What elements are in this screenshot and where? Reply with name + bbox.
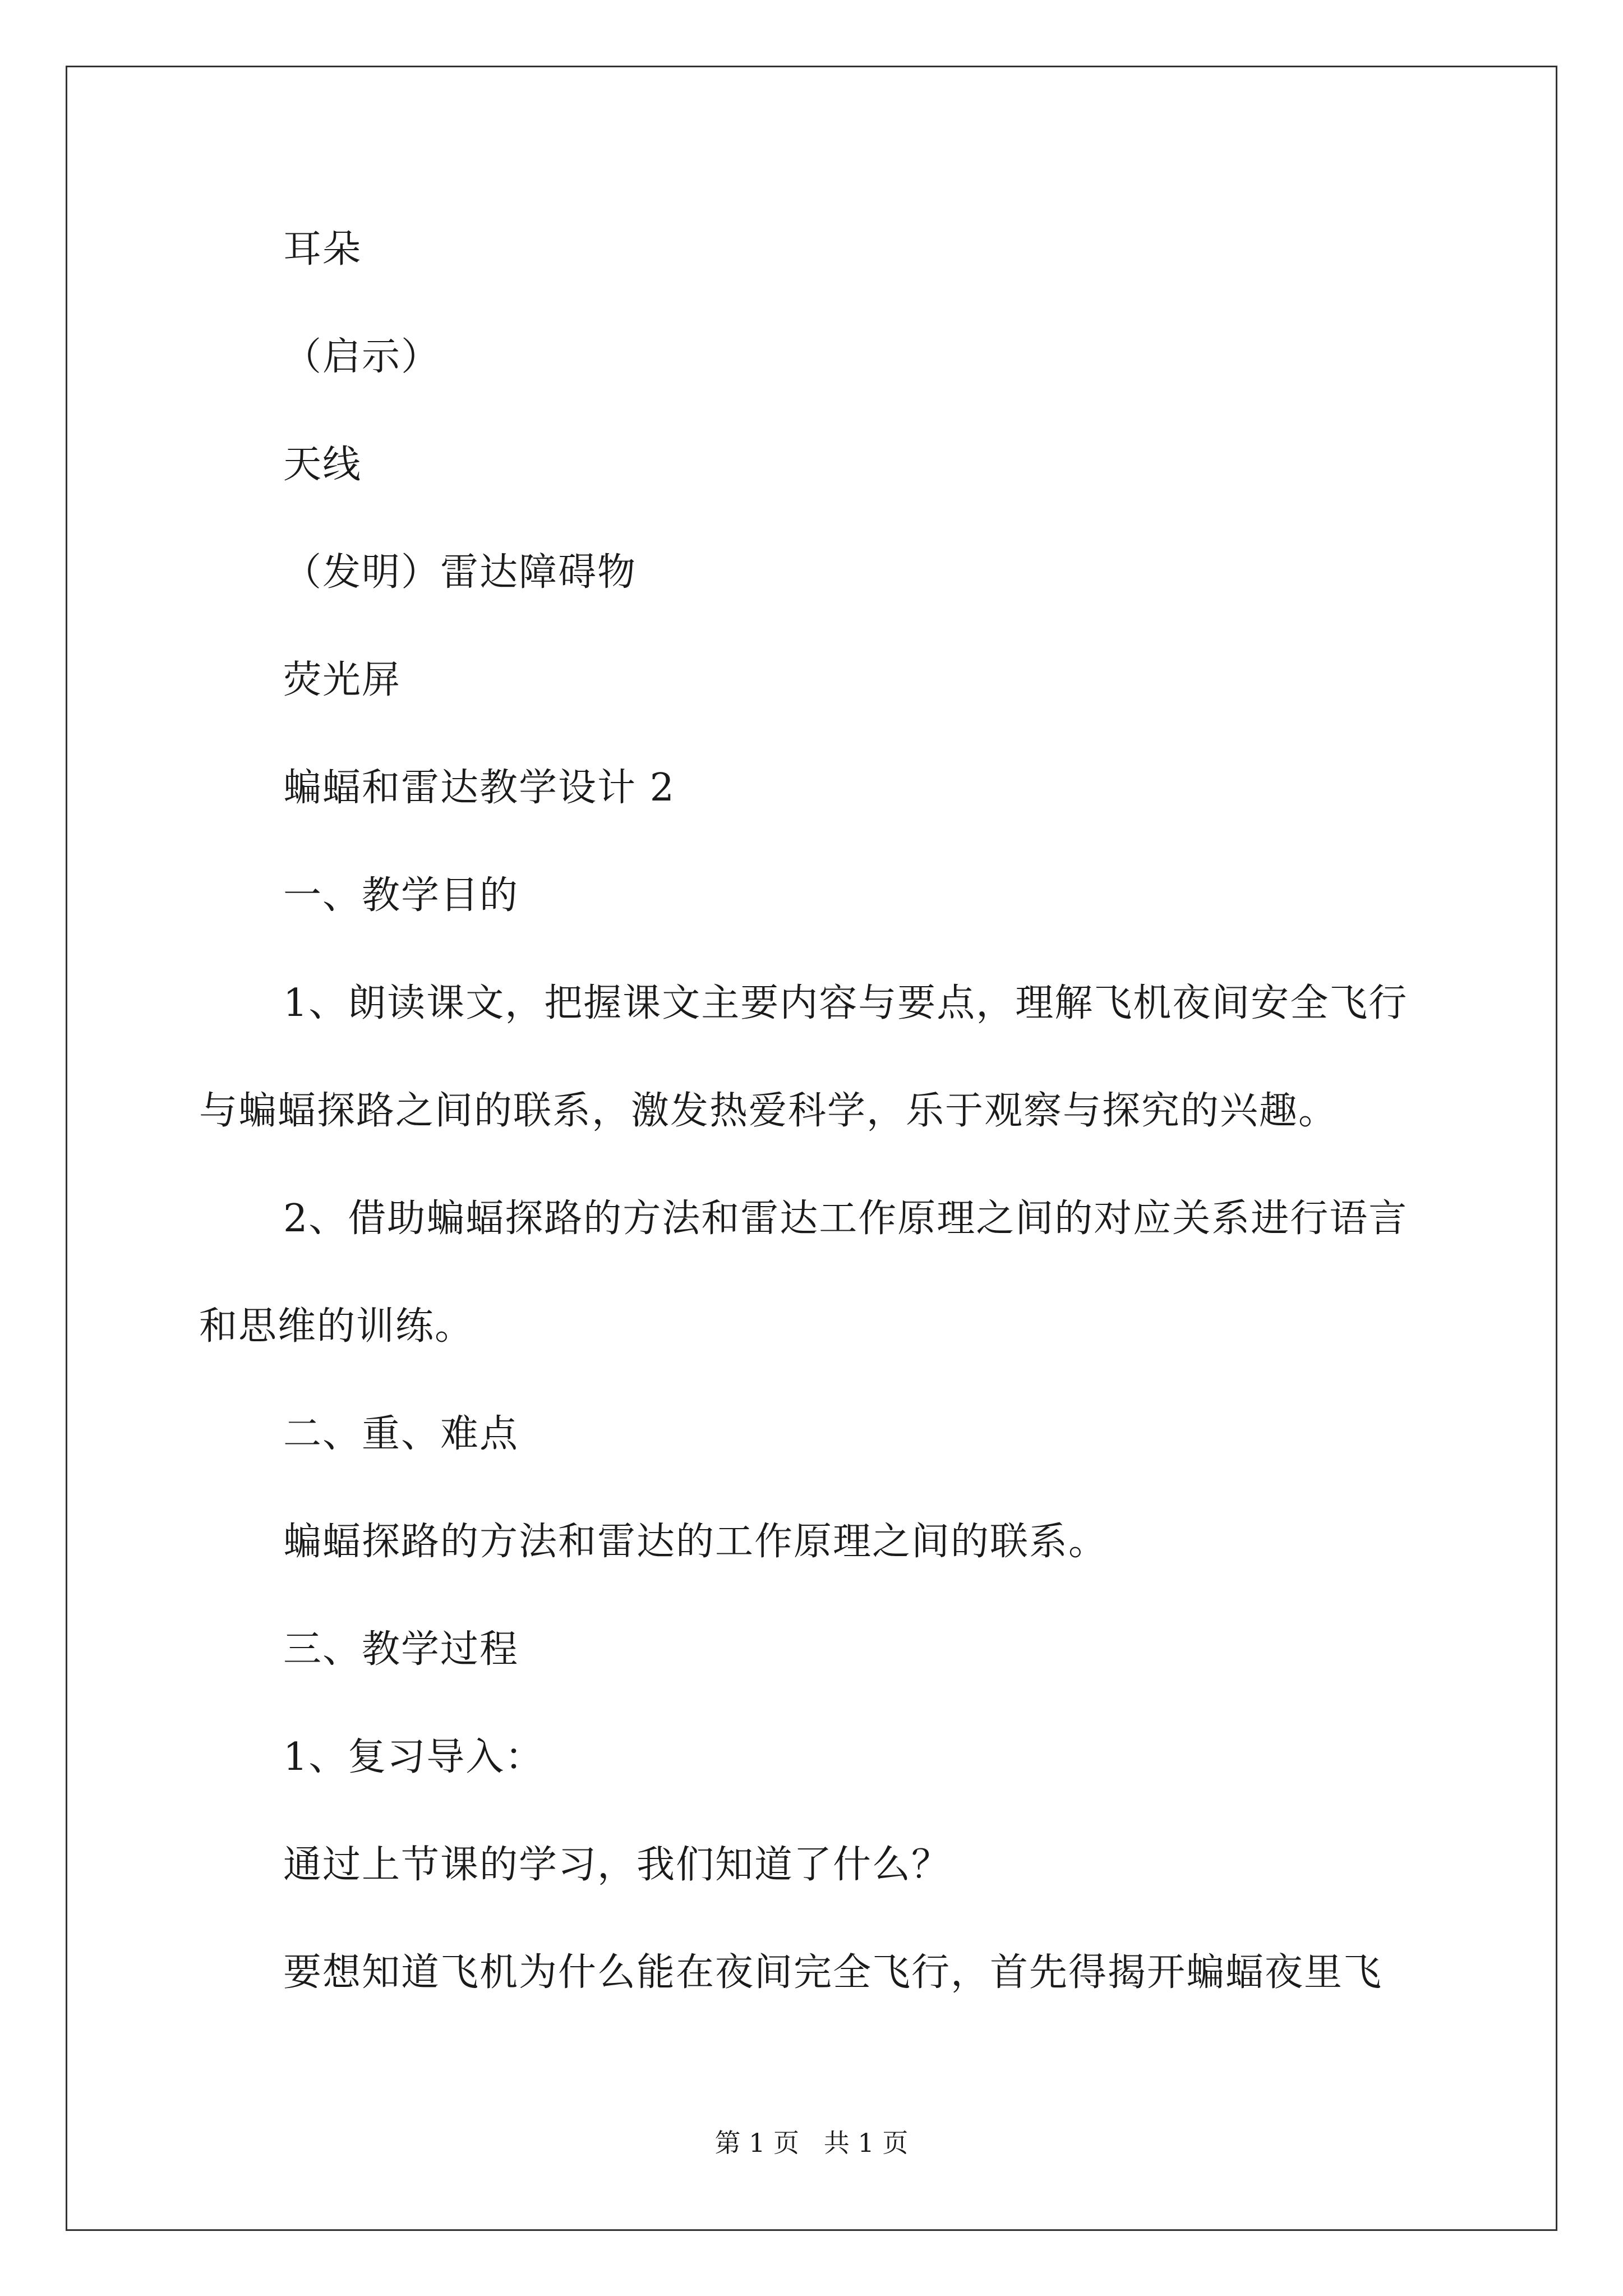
heading-teaching-process: 三、教学过程 [283,1627,519,1672]
paragraph-bat-intro: 要想知道飞机为什么能在夜间完全飞行，首先得揭开蝙蝠夜里飞 [283,1950,1383,1995]
heading-key-points: 二、重、难点 [283,1412,519,1456]
paragraph-key-points: 蝙蝠探路的方法和雷达的工作原理之间的联系。 [283,1520,1108,1564]
text-line-antenna: 天线 [283,443,362,487]
paragraph-goal-2-line-1: 2、借助蝙蝠探路的方法和雷达工作原理之间的对应关系进行语言 [283,1197,1408,1241]
heading-review-intro: 1、复习导入： [283,1735,545,1779]
text-line-inspiration: （启示） [283,335,441,379]
paragraph-review-question: 通过上节课的学习，我们知道了什么？ [283,1843,951,1887]
paragraph-goal-1-line-1: 1、朗读课文，把握课文主要内容与要点，理解飞机夜间安全飞行 [283,981,1408,1025]
heading-teaching-goals: 一、教学目的 [283,873,519,918]
page-border [66,66,1557,2231]
text-line-invention: （发明）雷达障碍物 [283,550,637,595]
section-title-design-2: 蝙蝠和雷达教学设计 2 [283,766,675,810]
text-line-screen: 荧光屏 [283,658,402,702]
text-line-ear: 耳朵 [283,227,362,272]
page-number-footer: 第 1 页 共 1 页 [714,2128,909,2158]
paragraph-goal-1-line-2: 与蝙蝠探路之间的联系，激发热爱科学，乐于观察与探究的兴趣。 [199,1089,1338,1133]
paragraph-goal-2-line-2: 和思维的训练。 [199,1304,474,1349]
